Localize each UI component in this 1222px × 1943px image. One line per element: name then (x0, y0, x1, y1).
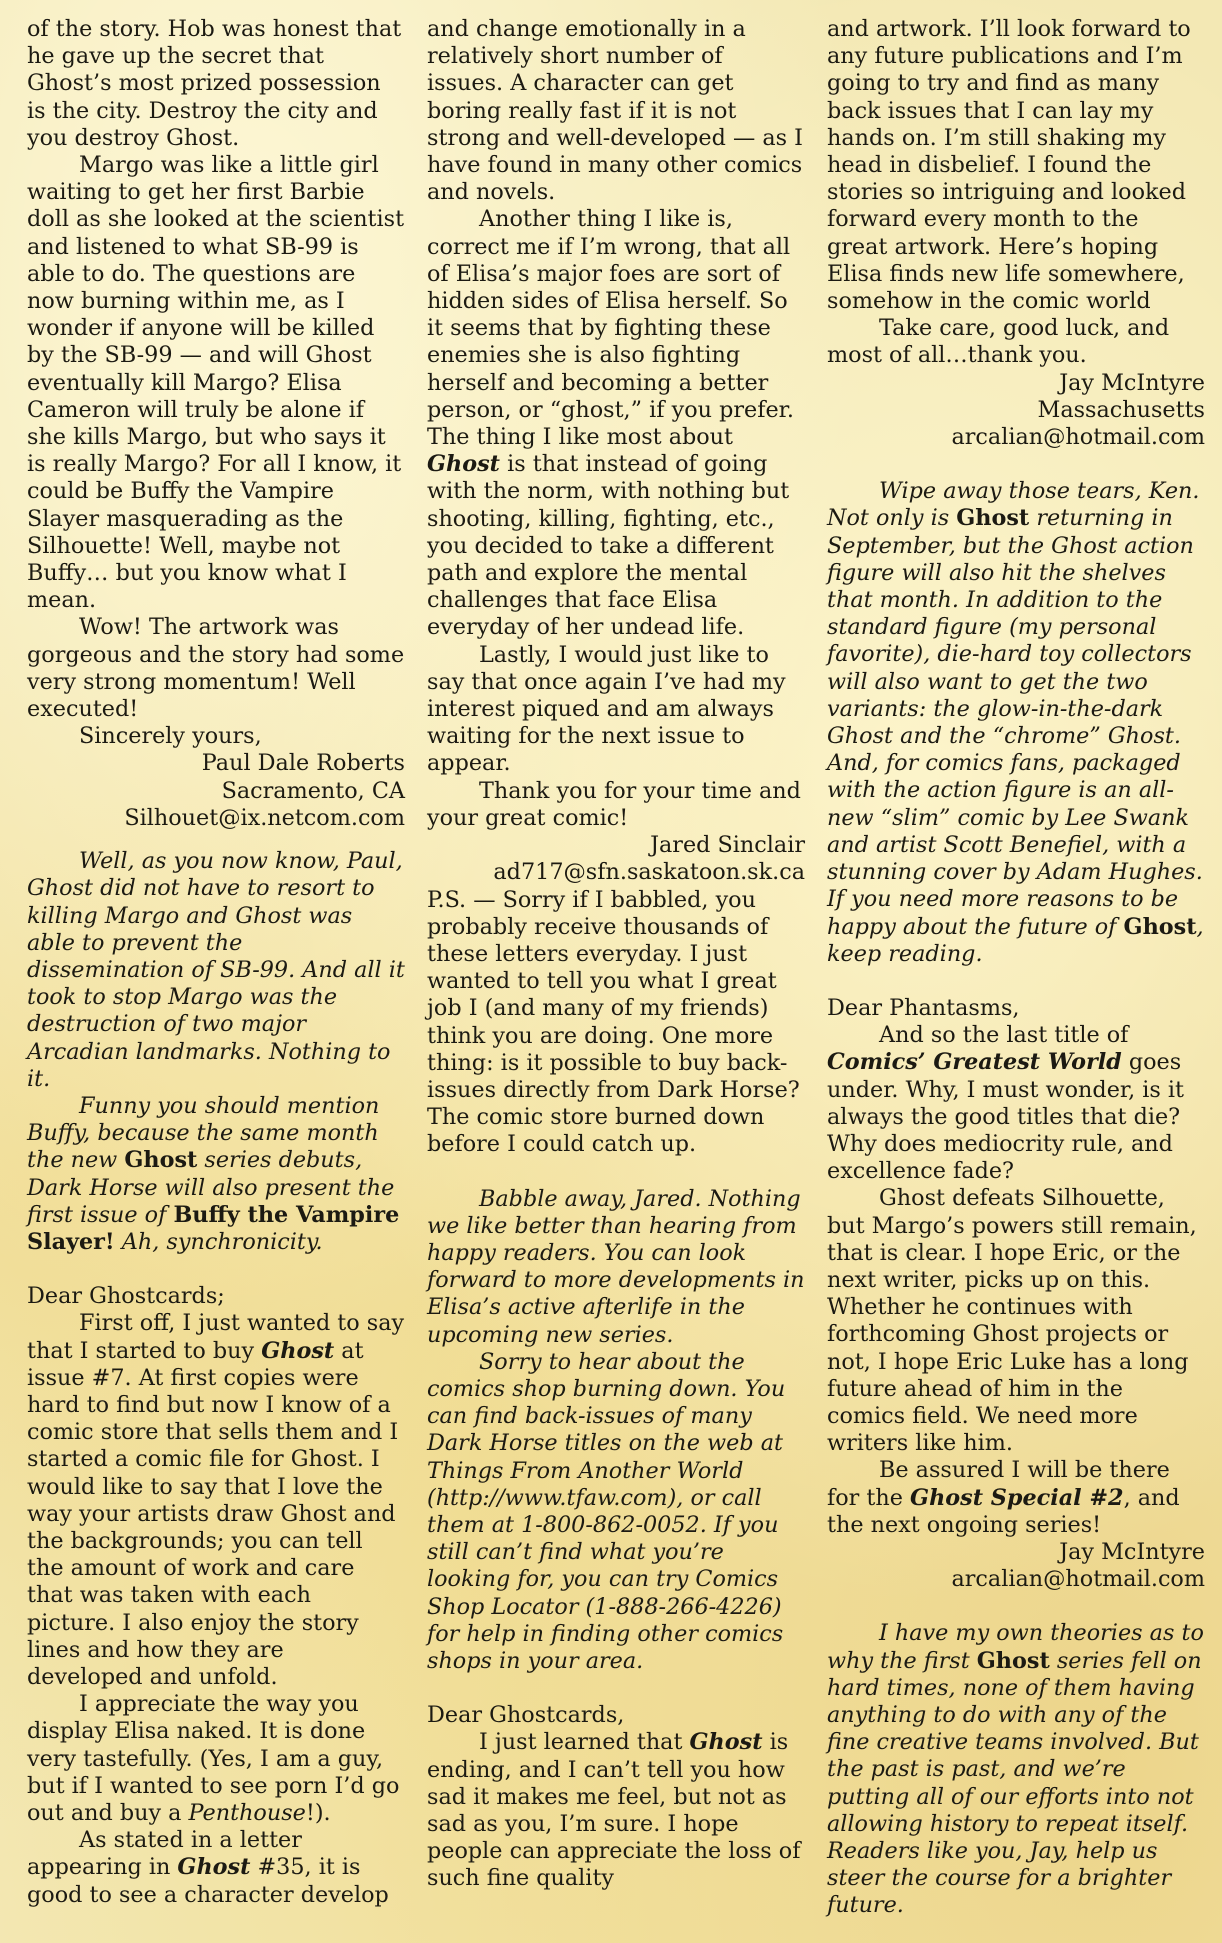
letter-text: As stated in a letter appearing in (27, 1827, 302, 1881)
letter-salutation: Dear Ghostcards, (427, 1702, 625, 1729)
signature-name: Jared Sinclair (650, 832, 805, 859)
letter-paragraph (827, 1022, 1205, 1185)
letter-salutation: Dear Ghostcards; (27, 1283, 225, 1310)
signature-email: ad717@sfn.saskatoon.sk.ca (493, 859, 805, 886)
editor-reply (827, 1620, 1205, 1919)
letter-paragraph: of the story. Hob was honest that he gave up the secret that Ghost’s most prized possession is the city. Destroy the city and you destroy Ghost. (27, 16, 402, 151)
title-ghost: Ghost (177, 1854, 251, 1881)
column-1 (27, 16, 405, 1909)
title-penthouse: Penthouse (188, 1800, 306, 1826)
column-3 (827, 16, 1205, 1920)
title-ghost: Ghost (689, 1729, 763, 1756)
signature-name: Jay McIntyre (1059, 1538, 1205, 1565)
title-ghost: Ghost (976, 1647, 1050, 1674)
letter-paragraph (427, 206, 805, 641)
letter-text: at issue #7. At first copies were hard to find but now I know of a comic store that sells them and I started a comic file for Ghost. I would like to say that I love the way your artists draw Ghost and the backgrounds; you can tell the amount of work and care that was taken with each picture. I also enjoy the story lines and how they are developed and unfold. (27, 1337, 399, 1690)
letter-paragraph (27, 1691, 405, 1827)
letter-paragraph: Wow! The artwork was gorgeous and the story had some very strong momentum! Well executed! (27, 614, 405, 723)
letter-text: And so the last title of (879, 1022, 1129, 1049)
letter-salutation: Dear Phantasms, (827, 994, 1020, 1021)
letter-paragraph (27, 1827, 405, 1909)
reply-text: series fell on hard times, none of them having anything to do with any of the fine creative teams involved. But the past is past, and we’re putting all of our efforts into not allowing history to repeat itself. Readers like you, Jay, help us steer the course for a brighter future. (827, 1647, 1202, 1919)
editor-reply (827, 478, 1205, 968)
letter-paragraph (27, 1310, 405, 1691)
title-ghost: Ghost (124, 1147, 198, 1174)
signature-location: Sacramento, CA (221, 777, 405, 804)
spacer (427, 1159, 805, 1186)
letter-paragraph: and change emotionally in a relatively short number of issues. A character can get boring really fast if it is not strong and well-developed — as I have found in many other comics and novels. (427, 16, 803, 206)
letter-text: I appreciate the way you display Elisa naked. It is done very tastefully. (Yes, I am a guy, but if I wanted to see porn I’d go out and buy a (27, 1691, 400, 1826)
signature-email: Silhouet@ix.netcom.com (124, 804, 405, 831)
title-ghost: Ghost (261, 1337, 335, 1364)
letter-text: goes under. Why, I must wonder, is it always the good titles that die? Why does mediocrity rule, and excellence fade? (827, 1049, 1185, 1185)
reply-text: Ah, synchronicity. (114, 1228, 323, 1255)
letter-text: #35, it is good to see a character develop (27, 1854, 389, 1908)
title-buffy: Buffy the Vampire Slayer! (27, 1201, 400, 1255)
letter-closing: Sincerely yours, (79, 723, 262, 750)
spacer (827, 451, 1205, 478)
letter-text: Be assured I will be there for the (827, 1457, 1170, 1511)
letter-paragraph (827, 1457, 1205, 1539)
reply-text: Funny you should mention Buffy, because the same month the new (27, 1092, 380, 1174)
reply-text: returning in September, but the Ghost action figure will also hit the shelves that month. In addition to the standard figure (my personal favorite), die-hard toy collectors will also want to get the two variants: the glow-in-the-dark Ghost and the “chrome” Ghost. And, for comics fans, packaged with the action figure is an all-new “slim” comic by Lee Swank and artist Scott Benefiel, with a stunning cover by Adam Hughes. If you need more reasons to be happy about the future of (827, 505, 1203, 940)
letter-paragraph: and artwork. I’ll look forward to any future publications and I’m going to try and find as many back issues that I can lay my hands on. I’m still shaking my head in disbelief. I found the stories so intriguing and looked forward every month to the great artwork. Here’s hoping Elisa finds new life somewhere, somehow in the comic world (827, 16, 1191, 315)
title-ghost-special: Ghost Special #2 (910, 1484, 1124, 1511)
title-ghost: Ghost (956, 505, 1030, 532)
reply-text: Wipe away those tears, Ken. Not only is (827, 478, 1200, 532)
reply-text: , keep reading. (827, 913, 1204, 967)
letter-paragraph: Margo was like a little girl waiting to get her first Barbie doll as she looked at the scientist and listened to what SB-99 is able to do. The questions are now burning within me, as I wonder if anyone will be killed by the SB-99 — and will Ghost eventually kill Margo? Elisa Cameron will truly be alone if she kills Margo, but who says it is really Margo? For all I know, it could be Buffy the Vampire Slayer masquerading as the Silhouette! Well, maybe not Buffy… but you know what I mean. (27, 152, 405, 614)
letter-text: is ending, and I can’t tell you how sad it makes me feel, but not as sad as you, I’m sure. I hope people can appreciate the loss of such fine quality (427, 1729, 801, 1892)
letter-paragraph (427, 1729, 805, 1892)
title-ghost: Ghost (1123, 913, 1197, 940)
title-comics-greatest-world: Comics’ Greatest World (827, 1049, 1122, 1076)
letter-paragraph: Ghost defeats Silhouette, but Margo’s powers still remain, that is clear. I hope Eric, or the next writer, picks up on this. Whether he continues with forthcoming Ghost projects or not, I hope Eric Luke has a long future ahead of him in the comics field. We need more writers like him. (827, 1185, 1197, 1457)
title-ghost: Ghost (427, 451, 500, 478)
spacer (27, 832, 405, 848)
letter-text: , and the next ongoing series! (827, 1484, 1180, 1538)
spacer (27, 1256, 405, 1283)
letter-paragraph: Take care, good luck, and most of all…thank you. (827, 315, 1170, 369)
letter-text: First off, I just wanted to say that I started to buy (27, 1310, 405, 1364)
signature-email: arcalian@hotmail.com (951, 1566, 1205, 1593)
letter-text: is that instead of going with the norm, with nothing but shooting, killing, fighting, etc., you decided to take a different path and explore the mental challenges that face Elisa everyday of her undead life. (427, 451, 790, 641)
reply-text: series debuts, Dark Horse will also present the first issue of (27, 1147, 395, 1228)
editor-reply: Well, as you now know, Paul, Ghost did not have to resort to killing Margo and Ghost was able to prevent the dissemination of SB-99. And all it took to stop Margo was the destruction of two major Arcadian landmarks. Nothing to it. (27, 848, 405, 1092)
letter-postscript: P.S. — Sorry if I babbled, you probably receive thousands of these letters everyday. I just wanted to tell you what I great job I (and many of my friends) think you are doing. One more thing: is it possible to buy back-issues directly from Dark Horse? The comic store burned down before I could catch up. (427, 886, 800, 1158)
letter-paragraph: Lastly, I would just like to say that once again I’ve had my interest piqued and am always waiting for the next issue to appear. (427, 641, 786, 777)
editor-reply: Sorry to hear about the comics shop burning down. You can find back-issues of many Dark Horse titles on the web at Things From Another World (http://www.tfaw.com), or call them at 1-800-862-0052. If you still can’t find what you’re looking for, you can try Comics Shop Locator (1-888-266-4226) for help in finding other comics shops in your area. (427, 1348, 786, 1674)
letter-text: !). (305, 1800, 331, 1826)
editor-reply: Babble away, Jared. Nothing we like better than hearing from happy readers. You can look forward to more developments in Elisa’s active afterlife in the upcoming new series. (427, 1185, 805, 1348)
letter-paragraph: Thank you for your time and your great comic! (427, 777, 801, 831)
column-2 (427, 16, 805, 1893)
signature-name: Paul Dale Roberts (201, 750, 405, 777)
spacer (827, 968, 1205, 995)
signature-name: Jay McIntyre (1059, 369, 1205, 396)
spacer (827, 1593, 1205, 1620)
signature-location: Massachusetts (1037, 396, 1205, 423)
letter-text: I just learned that (479, 1729, 690, 1756)
letter-text: Another thing I like is, correct me if I’m wrong, that all of Elisa’s major foes are sort of hidden sides of Elisa herself. So it seems that by fighting these enemies she is also fighting herself and becoming a better person, or “ghost,” if you prefer. The thing I like most about (427, 206, 794, 451)
signature-email: arcalian@hotmail.com (951, 424, 1205, 451)
editor-reply (27, 1093, 405, 1256)
reply-text: I have my own theories as to why the first (827, 1620, 1204, 1674)
spacer (427, 1675, 805, 1702)
